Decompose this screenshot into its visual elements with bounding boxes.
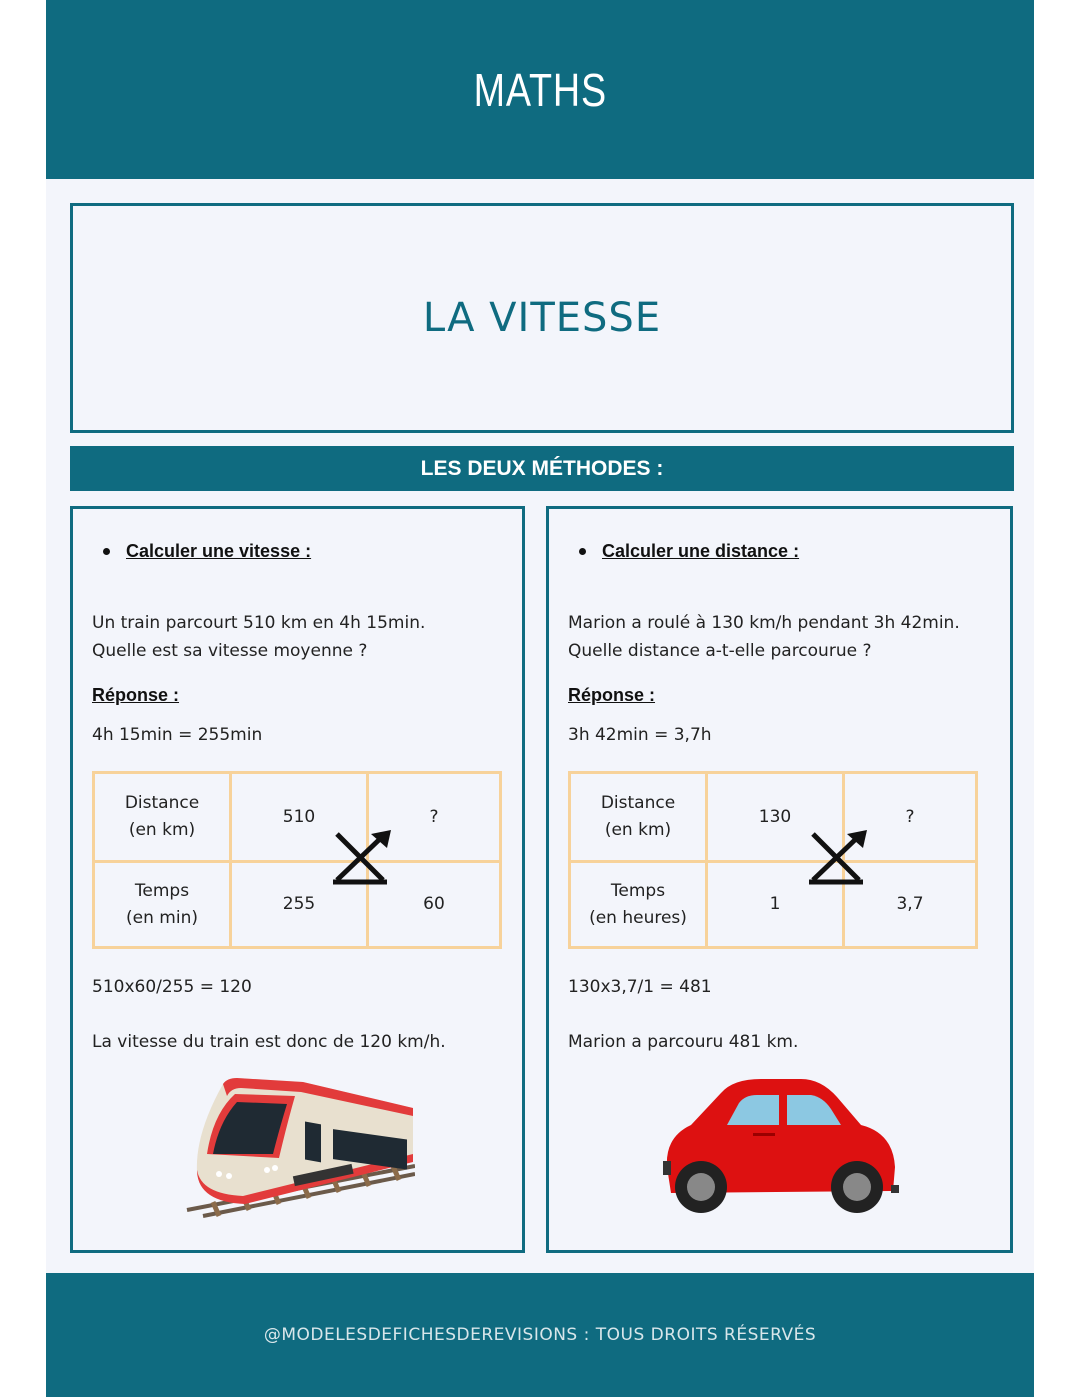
answer-label: Réponse : — [92, 685, 180, 705]
conclusion: La vitesse du train est donc de 120 km/h. — [92, 1032, 446, 1052]
conclusion: Marion a parcouru 481 km. — [568, 1032, 799, 1052]
section-band-label: LES DEUX MÉTHODES : — [420, 456, 664, 480]
method-heading-row — [579, 541, 799, 562]
problem-statement — [568, 609, 960, 665]
table-cell-unknown: ? — [429, 806, 439, 827]
table-cell-value: 255 — [282, 894, 316, 914]
cell-text: Distance — [600, 793, 676, 813]
problem-statement — [92, 609, 425, 665]
bullet-icon — [103, 548, 110, 555]
table-cell-value: 60 — [423, 894, 445, 914]
cross-multiply-icon — [807, 828, 871, 888]
table-cell-label — [95, 863, 229, 946]
cell-text: (en km) — [128, 820, 196, 840]
table-cell-value: 1 — [769, 894, 781, 914]
header-banner — [46, 0, 1034, 179]
question-line: Marion a roulé à 130 km/h pendant 3h 42min. — [568, 613, 960, 633]
section-band — [70, 446, 1014, 491]
table-cell-value: 3,7 — [896, 894, 924, 914]
car-icon — [661, 1075, 901, 1220]
method-heading: Calculer une vitesse : — [126, 541, 312, 561]
cell-text: Temps — [610, 880, 666, 901]
cell-text: (en heures) — [589, 907, 687, 928]
answer-label: Réponse : — [568, 685, 656, 705]
method-card-speed — [70, 506, 525, 1253]
table-cell-label — [571, 863, 705, 946]
proportion-table — [92, 771, 502, 949]
method-card-distance — [546, 506, 1013, 1253]
table-cell-label — [571, 774, 705, 860]
method-heading-row — [103, 541, 311, 562]
page-title: MATHS — [473, 63, 607, 116]
cell-text: Distance — [124, 793, 200, 813]
train-icon — [183, 1074, 415, 1219]
table-cell-value: 130 — [758, 806, 792, 827]
bullet-icon — [579, 548, 586, 555]
topic-title-box — [70, 203, 1014, 433]
table-cell-label — [95, 774, 229, 860]
cell-text: (en km) — [604, 820, 672, 840]
unit-conversion: 3h 42min = 3,7h — [568, 725, 712, 745]
proportion-table — [568, 771, 978, 949]
method-heading: Calculer une distance : — [602, 541, 800, 561]
table-cell-unknown: ? — [905, 806, 915, 827]
footer-banner — [46, 1273, 1034, 1397]
cell-text: Temps — [134, 880, 190, 901]
question-line: Quelle est sa vitesse moyenne ? — [92, 641, 368, 661]
copyright-text: @MODELESDEFICHESDEREVISIONS : TOUS DROITS RÉSERVÉS — [263, 1325, 817, 1345]
calculation: 510x60/255 = 120 — [92, 977, 252, 997]
page — [46, 0, 1034, 1397]
table-cell-value: 510 — [282, 806, 316, 827]
question-line: Un train parcourt 510 km en 4h 15min. — [92, 613, 426, 633]
topic-title: LA VITESSE — [422, 295, 662, 341]
cell-text: (en min) — [126, 907, 198, 928]
unit-conversion: 4h 15min = 255min — [92, 725, 263, 745]
calculation: 130x3,7/1 = 481 — [568, 977, 712, 997]
question-line: Quelle distance a-t-elle parcourue ? — [568, 641, 872, 661]
cross-multiply-icon — [331, 828, 395, 888]
